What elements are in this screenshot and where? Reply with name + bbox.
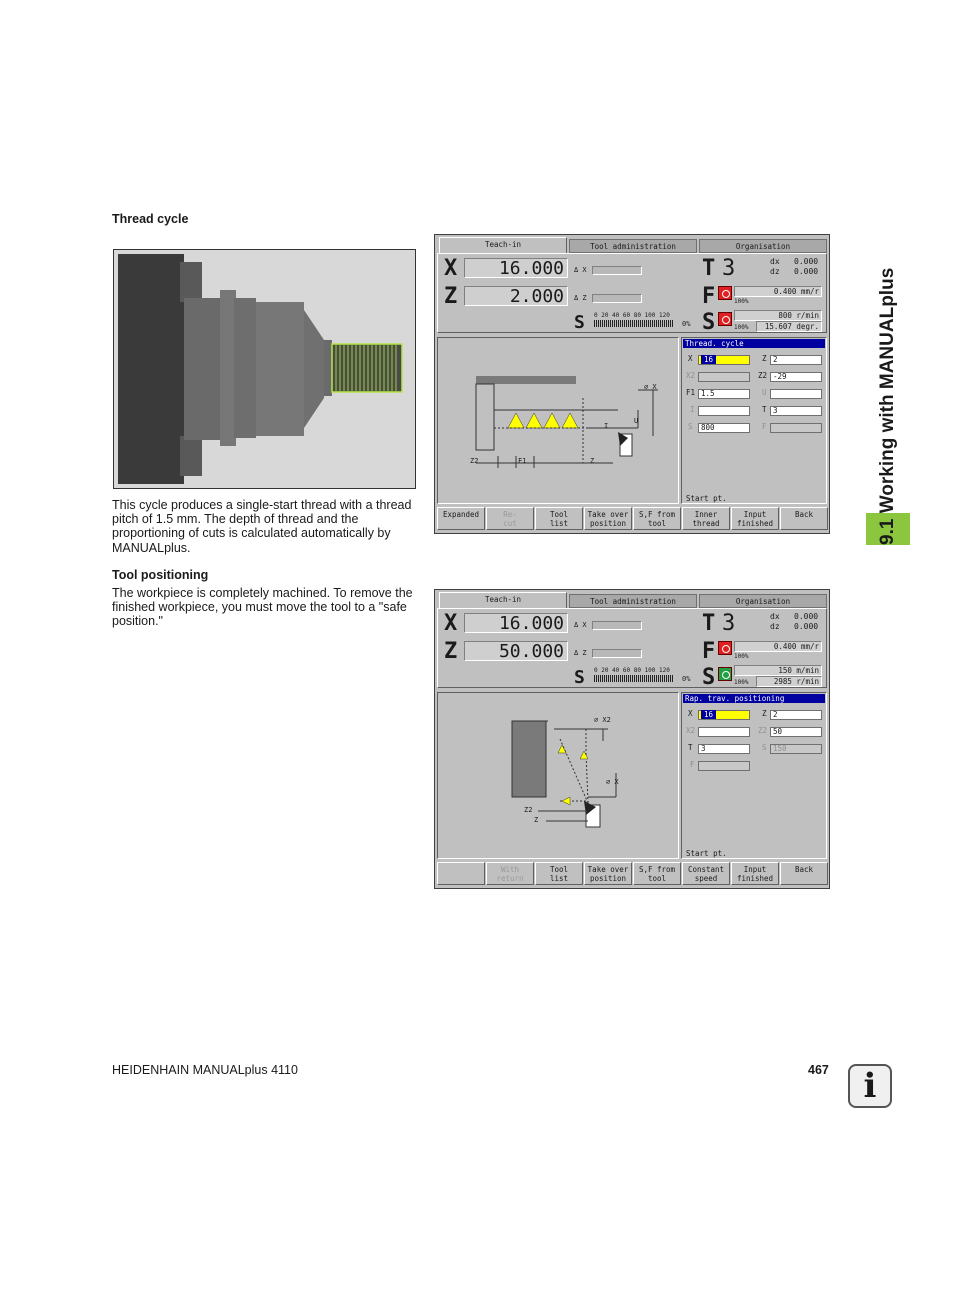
spindle-label: S [574, 312, 585, 333]
graph-label-i: I [604, 422, 609, 430]
thread-cycle-description: This cycle produces a single-start thread with a thread pitch of 1.5 mm. The depth of thread and the proportioning of cuts is calculated automatically by MANUALplus. [112, 498, 412, 555]
softkey-take-over-position[interactable]: Take over position [584, 507, 632, 530]
tool-label: T [702, 611, 716, 636]
chapter-tab [866, 210, 910, 545]
footer-product: HEIDENHAIN MANUALplus 4110 [112, 1063, 298, 1077]
graph-label-z: Z [590, 457, 595, 465]
field-u-input[interactable] [770, 389, 822, 399]
field-x-label: X [688, 354, 693, 363]
cnc-screen-tool-positioning [434, 589, 830, 889]
dialog-title: Rap. trav. positioning [683, 694, 825, 703]
softkey-input-finished[interactable]: Input finished [731, 507, 779, 530]
info-icon: i [848, 1064, 892, 1108]
dx-label: dx [770, 257, 780, 266]
position-display [437, 253, 827, 333]
z-axis-label: Z [444, 284, 458, 309]
dz-label: dz [770, 267, 780, 276]
feed-value: 0.400 mm/r [734, 286, 822, 297]
field-t-label: T [762, 405, 767, 414]
feed-label: F [702, 284, 716, 309]
spindle-label: S [574, 667, 585, 688]
load-gauge-bar [594, 675, 674, 682]
z-position-value: 2.000 [464, 286, 568, 306]
softkey-input-finished[interactable]: Input finished [731, 862, 779, 885]
spindle-speed-value: 2985 r/min [756, 676, 822, 687]
delta-z-box [592, 649, 642, 658]
field-s-label: S [762, 743, 767, 752]
delta-x-box [592, 621, 642, 630]
field-z2-input[interactable]: 50 [770, 727, 822, 737]
softkey-with-return[interactable]: With return [486, 862, 534, 885]
softkey-inner-thread[interactable]: Inner thread [682, 507, 730, 530]
dz-value: 0.000 [794, 622, 819, 631]
graph-label-f1: F1 [518, 457, 527, 465]
softkey-recut[interactable]: Re- cut [486, 507, 534, 530]
graph-label-x2: ⌀ X2 [594, 716, 611, 724]
tab-organisation[interactable]: Organisation [699, 239, 827, 253]
spindle-speed-label: S [702, 665, 716, 690]
rapid-traverse-dialog [681, 692, 827, 859]
thread-cycle-heading: Thread cycle [112, 212, 189, 226]
dx-label: dx [770, 612, 780, 621]
delta-x-label: Δ X [574, 621, 587, 629]
softkey-tool-list[interactable]: Tool list [535, 507, 583, 530]
graph-label-dx: ⌀ X [644, 383, 657, 391]
graph-label-u: U [634, 417, 639, 425]
dz-value: 0.000 [794, 267, 819, 276]
field-i-label: I [690, 405, 695, 414]
field-z-input[interactable]: 2 [770, 710, 822, 720]
tool-number: 3 [722, 256, 736, 281]
softkey-sf-from-tool[interactable]: S,F from tool [633, 862, 681, 885]
graph-label-z2: Z2 [470, 457, 479, 465]
spindle-running-icon [718, 667, 732, 681]
field-f1-label: F1 [686, 388, 696, 397]
spindle-status-icon [718, 312, 732, 326]
workpiece-render [114, 250, 415, 488]
start-point-hint: Start pt. [686, 849, 727, 858]
field-z2-label: Z2 [758, 726, 768, 735]
graph-label-x: ⌀ X [606, 778, 619, 786]
softkey-back[interactable]: Back [780, 862, 828, 885]
tool-positioning-heading: Tool positioning [112, 568, 209, 582]
field-x-input[interactable] [698, 355, 750, 365]
load-gauge-scale: 0 20 40 60 80 100 120 [594, 667, 670, 674]
positioning-graphic [437, 692, 679, 859]
field-s-input[interactable]: 150 [770, 744, 822, 754]
feed-value: 0.400 mm/r [734, 641, 822, 652]
spindle-override-percent: 100% [734, 679, 749, 686]
softkey-take-over-position[interactable]: Take over position [584, 862, 632, 885]
field-x2-label: X2 [686, 726, 696, 735]
chapter-title: 9.1 Working with MANUALplus [877, 267, 898, 545]
cnc-screen-thread-cycle [434, 234, 830, 534]
thread-workpiece-image [113, 249, 416, 489]
softkey-expanded[interactable]: Expanded [437, 507, 485, 530]
tab-tool-administration[interactable]: Tool administration [569, 594, 697, 608]
feed-label: F [702, 639, 716, 664]
feed-override-percent: 100% [734, 653, 749, 660]
softkey-sf-from-tool[interactable]: S,F from tool [633, 507, 681, 530]
field-i-input[interactable] [698, 406, 750, 416]
delta-z-label: Δ Z [574, 649, 587, 657]
field-t-label: T [688, 743, 693, 752]
tab-teach-in[interactable]: Teach-in [439, 592, 567, 608]
position-display [437, 608, 827, 688]
delta-x-box [592, 266, 642, 275]
field-s-label: S [688, 422, 693, 431]
start-point-hint: Start pt. [686, 494, 727, 503]
field-u-label: U [762, 388, 767, 397]
field-z-input[interactable]: 2 [770, 355, 822, 365]
z-position-value: 50.000 [464, 641, 568, 661]
field-x-value: 16 [701, 710, 716, 719]
field-t-input[interactable]: 3 [698, 744, 750, 754]
field-f1-input[interactable]: 1.5 [698, 389, 750, 399]
load-percent: 0% [682, 320, 691, 328]
tab-organisation[interactable]: Organisation [699, 594, 827, 608]
softkey-empty[interactable] [437, 862, 485, 885]
field-x2-label: X2 [686, 371, 696, 380]
softkey-back[interactable]: Back [780, 507, 828, 530]
feed-override-percent: 100% [734, 298, 749, 305]
field-f-label: F [690, 760, 695, 769]
tab-teach-in[interactable]: Teach-in [439, 237, 567, 253]
field-z-label: Z [762, 709, 767, 718]
delta-z-box [592, 294, 642, 303]
thread-graphic [437, 337, 679, 504]
field-s-input[interactable]: 800 [698, 423, 750, 433]
delta-x-label: Δ X [574, 266, 587, 274]
tool-positioning-description: The workpiece is completely machined. To remove the finished workpiece, you must move the tool to a "safe position." [112, 586, 413, 629]
field-x-label: X [688, 709, 693, 718]
field-x2-input[interactable] [698, 727, 750, 737]
field-f-label: F [762, 422, 767, 431]
dz-label: dz [770, 622, 780, 631]
spindle-speed-value: 800 r/min [734, 310, 822, 321]
load-gauge-scale: 0 20 40 60 80 100 120 [594, 312, 670, 319]
softkey-constant-speed[interactable]: Constant speed [682, 862, 730, 885]
page-number: 467 [808, 1063, 829, 1077]
load-gauge-bar [594, 320, 674, 327]
field-z2-label: Z2 [758, 371, 768, 380]
feed-override-icon [718, 641, 732, 655]
x-axis-label: X [444, 256, 458, 281]
delta-z-label: Δ Z [574, 294, 587, 302]
field-x2-input[interactable] [698, 372, 750, 382]
tab-tool-administration[interactable]: Tool administration [569, 239, 697, 253]
dialog-title: Thread. cycle [683, 339, 825, 348]
z-axis-label: Z [444, 639, 458, 664]
field-x-input[interactable] [698, 710, 750, 720]
x-position-value: 16.000 [464, 613, 568, 633]
spindle-override-percent: 100% [734, 324, 749, 331]
tool-number: 3 [722, 611, 736, 636]
x-position-value: 16.000 [464, 258, 568, 278]
field-f-input[interactable] [770, 423, 822, 433]
softkey-tool-list[interactable]: Tool list [535, 862, 583, 885]
dx-value: 0.000 [794, 612, 819, 621]
cutting-speed-value: 150 m/min [734, 665, 822, 676]
field-z-label: Z [762, 354, 767, 363]
x-axis-label: X [444, 611, 458, 636]
field-z2-input[interactable]: -29 [770, 372, 822, 382]
spindle-angle-value: 15.607 degr. [756, 321, 822, 332]
field-t-input[interactable]: 3 [770, 406, 822, 416]
thread-cycle-dialog [681, 337, 827, 504]
graph-label-z2: Z2 [524, 806, 533, 814]
spindle-speed-label: S [702, 310, 716, 335]
tool-label: T [702, 256, 716, 281]
graph-label-z: Z [534, 816, 539, 824]
field-x-value: 16 [701, 355, 716, 364]
dx-value: 0.000 [794, 257, 819, 266]
load-percent: 0% [682, 675, 691, 683]
field-f-input[interactable] [698, 761, 750, 771]
feed-override-icon [718, 286, 732, 300]
